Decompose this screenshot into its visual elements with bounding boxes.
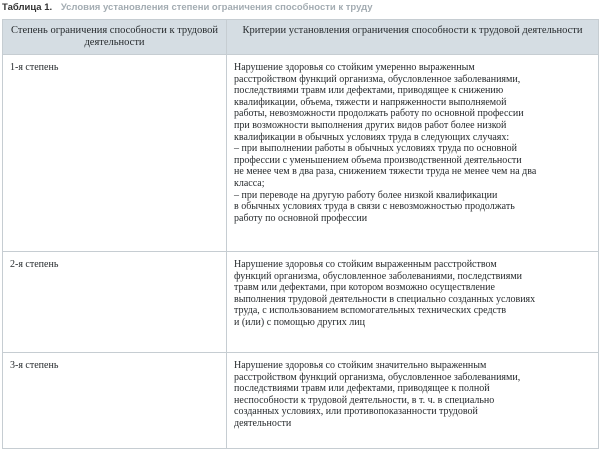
criteria-cell — [227, 252, 599, 353]
degree-cell: 2-я степень — [3, 252, 227, 353]
criteria-line: работы, невозможности продолжать работу по основной профессии — [234, 108, 524, 120]
table-header-row — [3, 20, 599, 55]
criteria-line: последствиями травм или дефектами, приводящее к полной — [234, 383, 490, 395]
criteria-line: Нарушение здоровья со стойким значительно выраженным — [234, 360, 487, 371]
disability-criteria-table — [2, 19, 599, 449]
table-row — [3, 353, 599, 449]
criteria-line: в обычных условиях труда в связи с невозможностью продолжать — [234, 201, 515, 213]
criteria-line: деятельности — [234, 417, 292, 429]
criteria-line: расстройством функций организма, обусловленное заболеваниями, — [234, 73, 521, 85]
header-criteria: Критерии установления ограничения способности к трудовой деятельности — [227, 20, 599, 55]
criteria-line: при возможности выполнения других видов работ более низкой — [234, 119, 507, 131]
degree-cell: 3-я степень — [3, 353, 227, 449]
criteria-line: Нарушение здоровья со стойким умеренно выраженным — [234, 62, 475, 73]
criteria-cell — [227, 353, 599, 449]
degree-cell: 1-я степень — [3, 55, 227, 252]
criteria-line: класса; — [234, 177, 265, 189]
criteria-line: неспособности к трудовой деятельности, в т. ч. в специально — [234, 394, 495, 406]
criteria-cell — [227, 55, 599, 252]
table-row — [3, 55, 599, 252]
criteria-line: выполнения трудовой деятельности в специально созданных условиях — [234, 293, 536, 305]
criteria-line: труда, с использованием вспомогательных технических средств — [234, 305, 507, 317]
header-degree: Степень ограничения способности к трудовой деятельности — [3, 20, 227, 55]
table-number: Таблица 1. — [2, 2, 53, 13]
criteria-line: и (или) с помощью других лиц — [234, 316, 365, 328]
criteria-line: последствиями травм или дефектами, приводящее к снижению — [234, 85, 504, 97]
criteria-line: квалификации в обычных условиях труда в следующих случаях: — [234, 131, 510, 143]
criteria-line: не менее чем в два раза, снижением тяжести труда не менее чем на два — [234, 166, 537, 178]
table-row — [3, 252, 599, 353]
criteria-line: – при переводе на другую работу более низкой квалификации — [234, 189, 498, 201]
criteria-line: функций организма, обусловленное заболеваниями, последствиями — [234, 270, 523, 282]
table-title: Условия установления степени ограничения способности к труду — [60, 2, 373, 13]
table-caption — [2, 1, 373, 15]
criteria-line: работу по основной профессии — [234, 212, 368, 224]
criteria-line: Нарушение здоровья со стойким выраженным расстройством — [234, 259, 497, 270]
criteria-line: профессии с уменьшением объема производственной деятельности — [234, 154, 522, 166]
criteria-line: травм или дефектами, при котором возможно осуществление — [234, 282, 495, 294]
criteria-line: созданных условиях, или противопоказанности трудовой — [234, 406, 478, 418]
criteria-line: квалификации, объема, тяжести и напряженности выполняемой — [234, 96, 507, 108]
criteria-line: расстройством функций организма, обусловленное заболеваниями, — [234, 371, 521, 383]
criteria-line: – при выполнении работы в обычных условиях труда по основной — [234, 143, 517, 155]
